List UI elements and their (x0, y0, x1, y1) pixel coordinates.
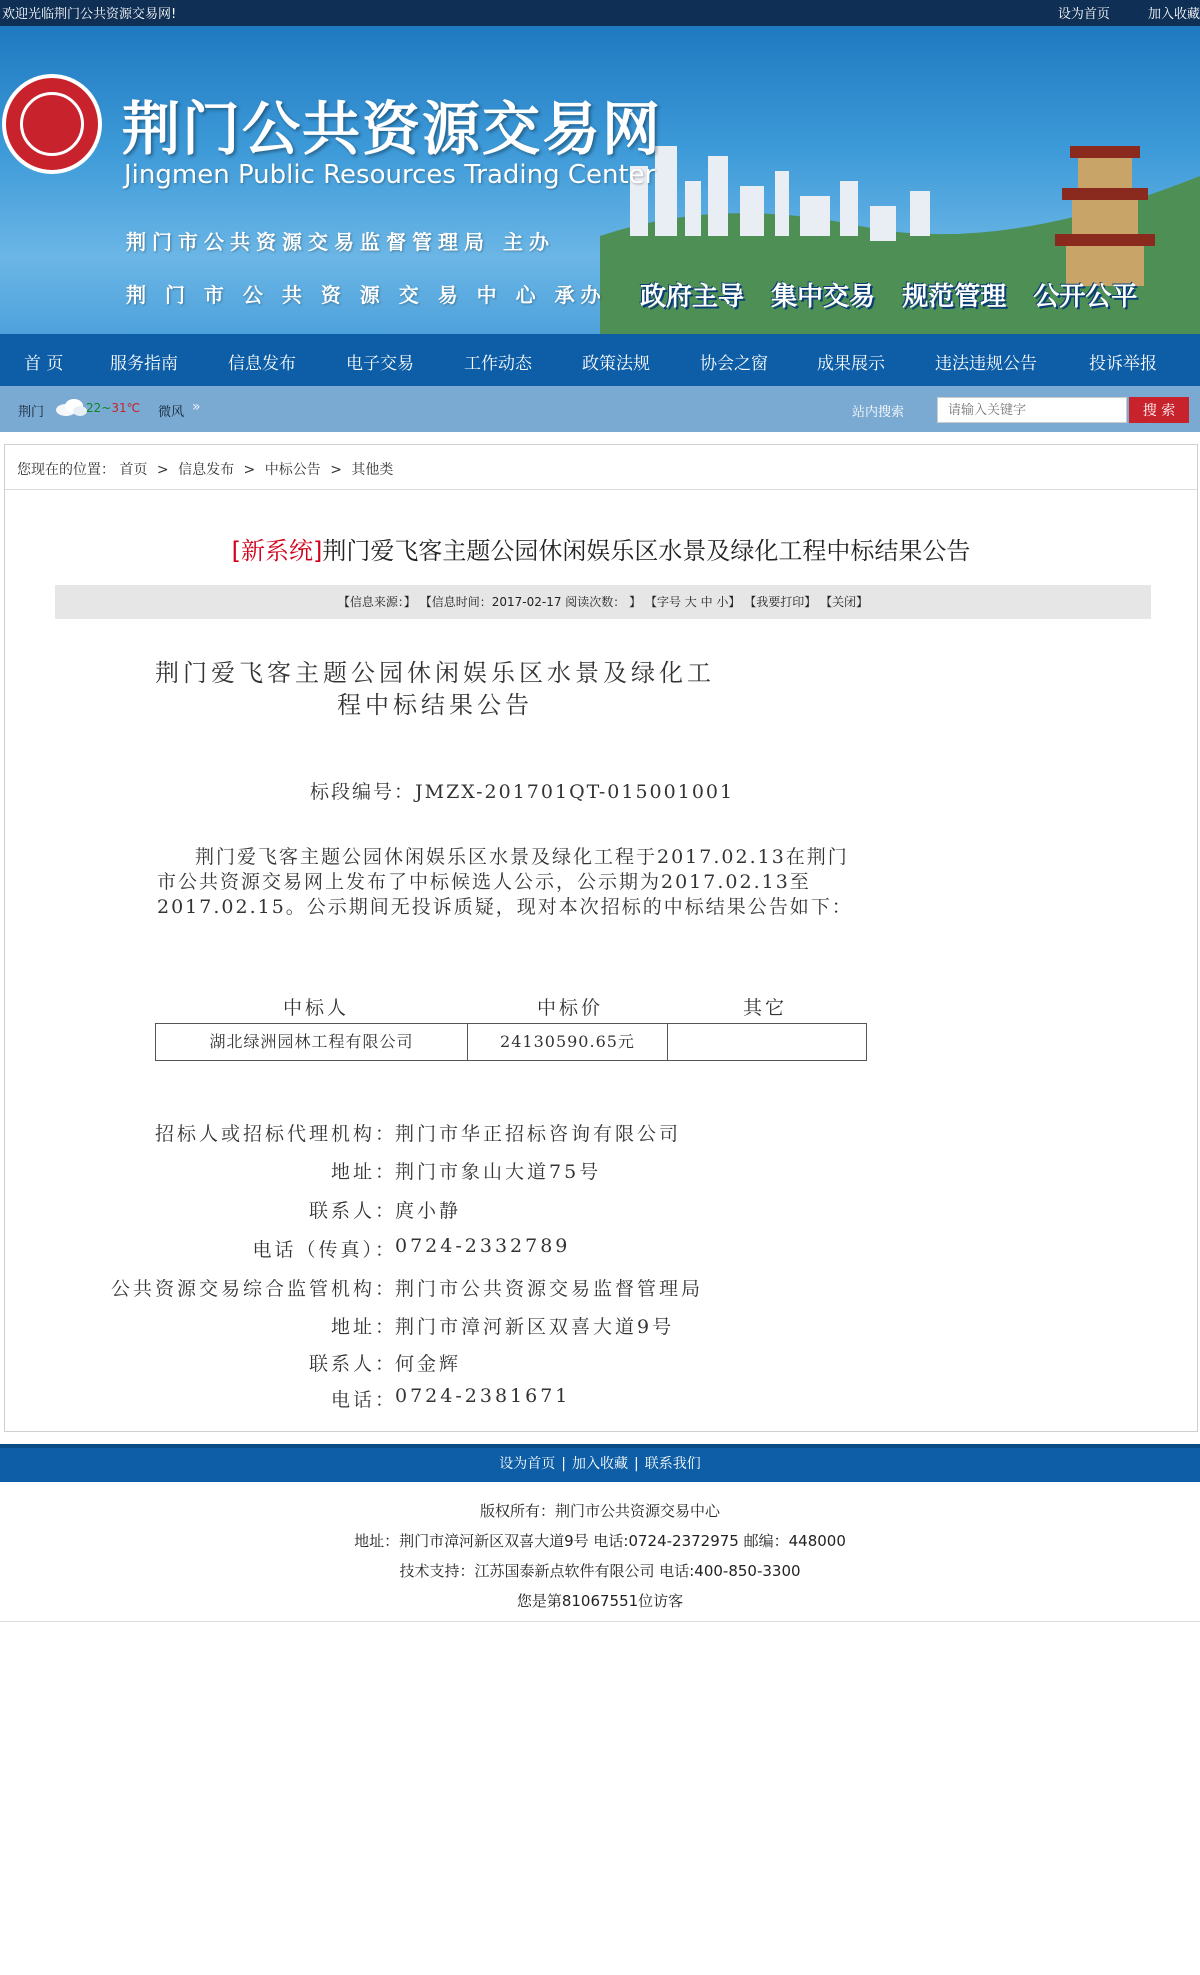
divider: | (634, 1456, 639, 1472)
search-input[interactable] (937, 397, 1127, 423)
table-row (155, 1023, 867, 1061)
new-system-tag: [新系统] (231, 537, 323, 565)
article-title (5, 531, 1197, 566)
section-number: 标段编号：JMZX-201701QT-015001001 (310, 781, 735, 803)
article-meta-bar (55, 585, 1151, 619)
footer-address: 地址：荆门市漳河新区双喜大道9号 电话:0724-2372975 邮编：448000 (354, 1532, 846, 1550)
welcome-text: 欢迎光临荆门公共资源交易网! (2, 7, 177, 22)
footer-copyright: 版权所有：荆门市公共资源交易中心 (479, 1502, 720, 1520)
site-title: 荆门公共资源交易网 (122, 95, 663, 163)
main-nav (0, 334, 1200, 386)
set-home-link[interactable]: 设为首页 (1057, 7, 1110, 22)
search-button[interactable]: 搜 索 (1129, 397, 1189, 423)
weather-city: 荆门 (18, 405, 45, 420)
article-container (4, 444, 1198, 1432)
footer-info (0, 1496, 1200, 1616)
slogan: 规范管理 (902, 282, 1007, 312)
chevron-right-icon[interactable]: » (192, 399, 201, 415)
site-subtitle: Jingmen Public Resources Trading Center (124, 160, 656, 190)
divider: | (561, 1456, 566, 1472)
contact-value: 荆门市象山大道75号 (395, 1161, 602, 1183)
meta-time-end: 】 (629, 595, 642, 609)
breadcrumb-item-info[interactable]: 信息发布 (178, 462, 235, 478)
meta-source: 【信息来源：】 (337, 595, 416, 609)
breadcrumb-separator: > (156, 462, 169, 478)
contact-label: 公共资源交易综合监管机构： (110, 1278, 397, 1300)
column-header: 中标人 (283, 997, 350, 1019)
site-banner (0, 26, 1200, 334)
document-title: 荆门爱飞客主题公园休闲娱乐区水景及绿化工程中标结果公告 (155, 659, 715, 719)
top-bar (0, 0, 1200, 26)
weather-search-bar (0, 386, 1200, 432)
column-header: 其它 (743, 997, 788, 1019)
divider (5, 489, 1197, 490)
nav-item-info-release[interactable]: 信息发布 (228, 354, 296, 374)
meta-time: 【信息时间：2017-02-17 阅读次数： (419, 595, 626, 609)
document-paragraph: 荆门爱飞客主题公园休闲娱乐区水景及绿化工程于2017.02.13在荆门市公共资源交易网上发布了中标候选人公示，公示期为2017.02.13至2017.02.15。公示期间无投诉质疑，现对本次招标的中标结果公告如下： (157, 846, 853, 918)
font-size-toggle[interactable]: 【字号 大 中 小】 (644, 595, 741, 609)
footer-set-home-link[interactable]: 设为首页 (499, 1456, 556, 1472)
award-table (155, 993, 867, 1061)
contact-label: 联系人： (308, 1353, 397, 1375)
weather-temperature: 22~31℃ (86, 401, 141, 415)
contact-value: 荆门市华正招标咨询有限公司 (395, 1123, 682, 1145)
footer-links-bar (0, 1444, 1200, 1482)
nav-item-service-guide[interactable]: 服务指南 (110, 354, 178, 374)
top-links (1024, 3, 1200, 22)
contact-value: 庹小静 (395, 1200, 462, 1222)
slogans (640, 276, 1159, 313)
award-table-header (155, 993, 867, 1023)
search-label: 站内搜索 (852, 405, 905, 420)
nav-item-violations[interactable]: 违法违规公告 (935, 354, 1037, 374)
table-cell: 24130590.65元 (468, 1024, 668, 1060)
organizer-line: 荆 门 市 公 共 资 源 交 易 中 心 承办 (126, 283, 607, 307)
contact-label: 招标人或招标代理机构： (154, 1123, 397, 1145)
article-title-text: 荆门爱飞客主题公园休闲娱乐区水景及绿化工程中标结果公告 (322, 537, 971, 565)
slogan: 公开公平 (1033, 282, 1138, 312)
contact-label: 电话： (330, 1389, 397, 1411)
add-favorite-link[interactable]: 加入收藏 (1147, 7, 1200, 22)
print-link[interactable]: 【我要打印】 (744, 595, 817, 609)
breadcrumb (17, 459, 393, 479)
contact-label: 地址： (330, 1161, 397, 1183)
slogan: 政府主导 (640, 282, 745, 312)
footer-support: 技术支持：江苏国泰新点软件有限公司 电话:400-850-3300 (399, 1562, 801, 1580)
nav-item-complaints[interactable]: 投诉举报 (1089, 354, 1157, 374)
cloud-icon (54, 396, 88, 418)
footer-contact-link[interactable]: 联系我们 (644, 1456, 701, 1472)
footer-visitor-count: 您是第81067551位访客 (516, 1592, 684, 1610)
footer-add-favorite-link[interactable]: 加入收藏 (572, 1456, 628, 1472)
breadcrumb-item-home[interactable]: 首页 (119, 462, 148, 478)
close-link[interactable]: 【关闭】 (820, 595, 869, 609)
logo-emblem-icon (20, 92, 84, 156)
site-logo[interactable] (2, 74, 102, 174)
contact-value: 0724-2332789 (395, 1235, 571, 1257)
breadcrumb-separator: > (243, 462, 256, 478)
nav-item-policies[interactable]: 政策法规 (582, 354, 650, 374)
breadcrumb-prefix: 您现在的位置： (17, 462, 115, 478)
host-line: 荆门市公共资源交易监督管理局 主办 (126, 230, 555, 254)
table-cell: 湖北绿洲园林工程有限公司 (156, 1024, 468, 1060)
contact-label: 地址： (330, 1316, 397, 1338)
table-cell (668, 1024, 866, 1060)
nav-item-home[interactable]: 首 页 (24, 354, 64, 374)
nav-item-work-news[interactable]: 工作动态 (464, 354, 532, 374)
column-header: 中标价 (537, 997, 604, 1019)
slogan: 集中交易 (771, 282, 876, 312)
breadcrumb-item-award[interactable]: 中标公告 (264, 462, 321, 478)
contact-value: 荆门市公共资源交易监督管理局 (395, 1278, 704, 1300)
nav-item-achievements[interactable]: 成果展示 (817, 354, 885, 374)
breadcrumb-item-other[interactable]: 其他类 (351, 462, 394, 478)
contact-label: 电话（传真）： (252, 1239, 397, 1261)
nav-item-e-trading[interactable]: 电子交易 (346, 354, 414, 374)
breadcrumb-separator: > (330, 462, 342, 478)
weather-wind: 微风 (158, 405, 185, 420)
contact-label: 联系人： (308, 1200, 397, 1222)
contact-value: 0724-2381671 (395, 1385, 571, 1407)
divider (0, 1621, 1200, 1622)
nav-item-association[interactable]: 协会之窗 (700, 354, 768, 374)
contact-value: 何金辉 (395, 1353, 462, 1375)
contact-value: 荆门市漳河新区双喜大道9号 (395, 1316, 675, 1338)
